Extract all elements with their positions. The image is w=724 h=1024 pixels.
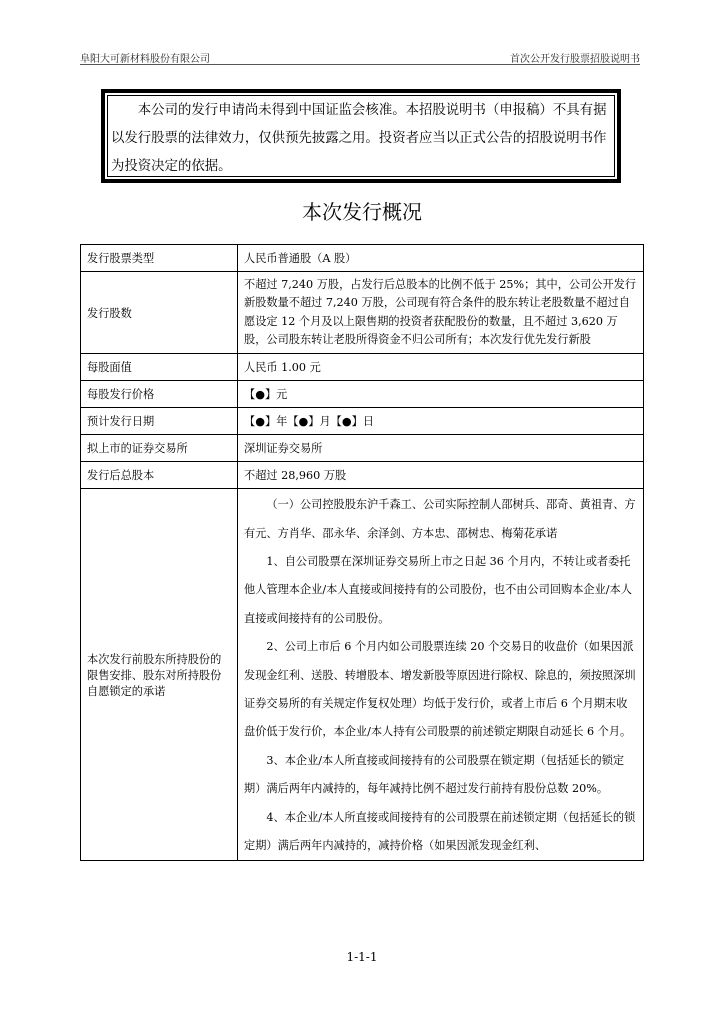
row-value: 不超过 28,960 万股 xyxy=(238,462,644,489)
row-label: 发行股票类型 xyxy=(81,245,238,272)
header-document-title: 首次公开发行股票招股说明书 xyxy=(510,54,640,65)
header-divider xyxy=(80,64,640,65)
table-row-lockup xyxy=(81,489,644,861)
page-title: 本次发行概况 xyxy=(302,200,422,224)
offering-summary-table xyxy=(80,244,644,861)
lockup-paragraph: （一）公司控股股东沪千森工、公司实际控制人邵树兵、邵奇、黄祖青、方有元、方肖华、邵永华、余泽剑、方本忠、邵树忠、梅菊花承诺 xyxy=(244,498,636,540)
row-value: 【●】年【●】月【●】日 xyxy=(238,408,644,435)
lockup-paragraph: 4、本企业/本人所直接或间接持有的公司股票在前述锁定期（包括延长的锁定期）满后两年内减持的，减持价格（如果因派发现金红利、 xyxy=(244,810,636,853)
row-label: 拟上市的证券交易所 xyxy=(81,435,238,462)
row-value: 不超过 7,240 万股，占发行后总股本的比例不低于 25%；其中，公司公开发行新股数量不超过 7,240 万股，公司现有符合条件的股东转让老股数量不超过自愿设定 12 个月及以上限售期的投资者获配股份的数量，且不超过 3,620 万股，公司股东转让老股所得资金不归公司所有；本次发行优先发行新股 xyxy=(238,272,644,354)
row-value: 【●】元 xyxy=(238,381,644,408)
table-row-issue-date xyxy=(81,408,644,435)
row-label: 发行股数 xyxy=(81,272,238,354)
row-label: 每股面值 xyxy=(81,354,238,381)
table-row-total-shares xyxy=(81,462,644,489)
table-row-par-value xyxy=(81,354,644,381)
table-row-exchange xyxy=(81,435,644,462)
table-row-share-count xyxy=(81,272,644,354)
row-label: 本次发行前股东所持股份的限售安排、股东对所持股份自愿锁定的承诺 xyxy=(81,489,238,861)
row-label: 预计发行日期 xyxy=(81,408,238,435)
table-row-issue-price xyxy=(81,381,644,408)
row-label: 每股发行价格 xyxy=(81,381,238,408)
notice-text: 本公司的发行申请尚未得到中国证监会核准。本招股说明书（申报稿）不具有据以发行股票的法律效力，仅供预先披露之用。投资者应当以正式公告的招股说明书作为投资决定的依据。 xyxy=(111,103,607,174)
row-label: 发行后总股本 xyxy=(81,462,238,489)
approval-notice-box xyxy=(101,89,621,183)
page-number: 1-1-1 xyxy=(346,950,378,964)
lockup-paragraph: 1、自公司股票在深圳证券交易所上市之日起 36 个月内，不转让或者委托他人管理本企业/本人直接或间接持有的公司股份，也不由公司回购本企业/本人直接或间接持有的公司股份。 xyxy=(244,555,632,625)
lockup-paragraph: 2、公司上市后 6 个月内如公司股票连续 20 个交易日的收盘价（如果因派发现金红利、送股、转增股本、增发新股等原因进行除权、除息的，须按照深圳证券交易所的有关规定作复权处理）均低于发行价，或者上市后 6 个月期末收盘价低于发行价，本企业/本人持有公司股票的前述锁定期限自动延长 6 个月。 xyxy=(244,640,636,739)
lockup-paragraph: 3、本企业/本人所直接或间接持有的公司股票在锁定期（包括延长的锁定期）满后两年内减持的，每年减持比例不超过发行前持有股份总数 20%。 xyxy=(244,753,625,796)
header-company: 阜阳大可新材料股份有限公司 xyxy=(80,54,210,65)
row-value: 人民币 1.00 元 xyxy=(238,354,644,381)
row-value: 深圳证券交易所 xyxy=(238,435,644,462)
table-row-share-type xyxy=(81,245,644,272)
row-value xyxy=(238,489,644,861)
row-value: 人民币普通股（A 股） xyxy=(238,245,644,272)
